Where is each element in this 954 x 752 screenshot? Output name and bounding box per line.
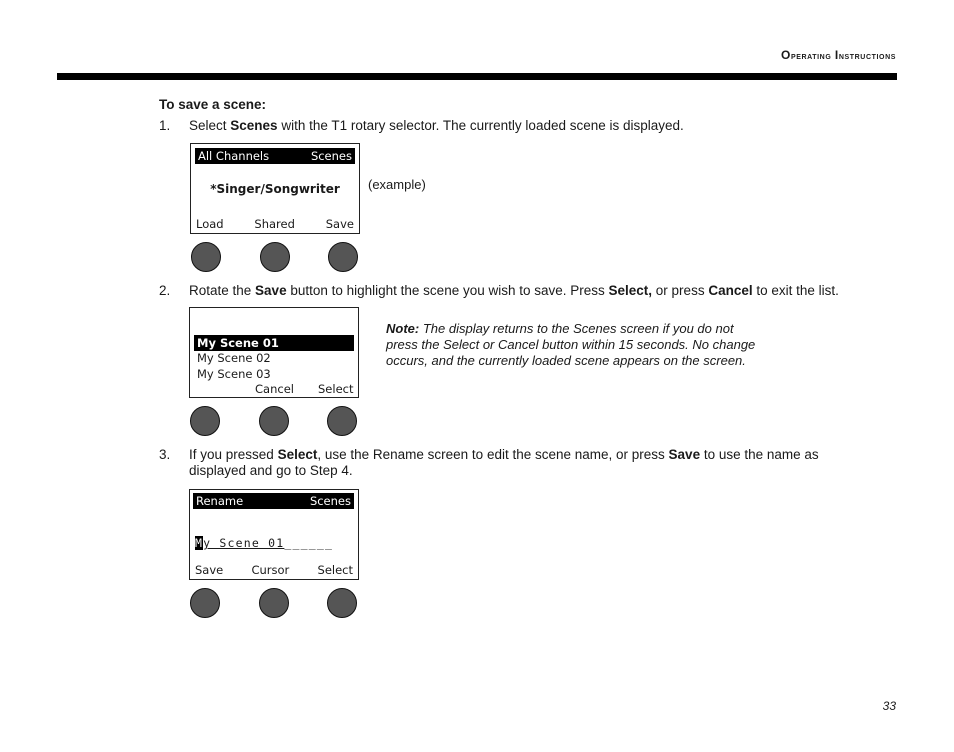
knob-1[interactable]: [190, 588, 220, 618]
softkey-select: Select: [318, 382, 354, 396]
lcd-header-right: Scenes: [310, 149, 352, 163]
knob-2[interactable]: [259, 588, 289, 618]
softkey-cancel: Cancel: [255, 382, 294, 396]
knob-3[interactable]: [327, 588, 357, 618]
step-1-number: 1.: [159, 118, 171, 133]
lcd-softkeys: [196, 217, 354, 231]
step-2-text: Rotate the Save button to highlight the scene you wish to save. Press Select, or press Cancel to exit the list.: [189, 283, 839, 298]
lcd-header-bar: [193, 493, 354, 509]
step-3-number: 3.: [159, 447, 171, 462]
knob-3[interactable]: [328, 242, 358, 272]
scene-list-item: My Scene 03: [197, 367, 271, 381]
softkey-load: Load: [196, 217, 224, 231]
lcd-softkeys: [195, 563, 353, 577]
rename-field: My Scene 01______: [195, 536, 334, 550]
lcd-header-bar: [195, 148, 355, 164]
softkey-shared: Shared: [254, 217, 295, 231]
note-label: Note:: [386, 321, 420, 336]
lcd-header-left: Rename: [196, 494, 244, 508]
softkey-select: Select: [317, 563, 353, 577]
knob-2[interactable]: [260, 242, 290, 272]
page-number: 33: [882, 699, 896, 713]
knob-2[interactable]: [259, 406, 289, 436]
softkey-cursor: Cursor: [251, 563, 290, 577]
header-rule: [57, 73, 897, 80]
lcd-screen-rename: [189, 489, 359, 580]
running-header: Operating Instructions: [781, 48, 896, 62]
note-paragraph: Note: The display returns to the Scenes screen if you do not press the Select or Cancel button within 15 seconds. No change occurs, and the currently loaded scene appears on the screen.: [386, 321, 756, 368]
current-scene-name: *Singer/Songwriter: [210, 182, 340, 196]
knob-1[interactable]: [190, 406, 220, 436]
scene-list-item-selected: My Scene 01: [194, 335, 354, 351]
lcd-header-right: Scenes: [309, 494, 351, 508]
step-1-text: Select Scenes with the T1 rotary selector. The currently loaded scene is displayed.: [189, 118, 684, 133]
softkey-save: Save: [195, 563, 224, 577]
text-cursor: M: [195, 536, 204, 550]
knob-3[interactable]: [327, 406, 357, 436]
lcd-screen-scene-list: [189, 307, 359, 398]
lcd-screen-scenes: [190, 143, 360, 234]
lcd-header-left: All Channels: [198, 149, 270, 163]
section-heading: To save a scene:: [159, 97, 267, 112]
step-2-number: 2.: [159, 283, 171, 298]
step-3-text: If you pressed Select, use the Rename screen to edit the scene name, or press Save to use the name as displayed and go to Step 4.: [189, 447, 819, 478]
knob-1[interactable]: [191, 242, 221, 272]
softkey-save: Save: [325, 217, 354, 231]
example-caption: (example): [368, 177, 426, 192]
scene-list-item: My Scene 02: [197, 351, 271, 365]
